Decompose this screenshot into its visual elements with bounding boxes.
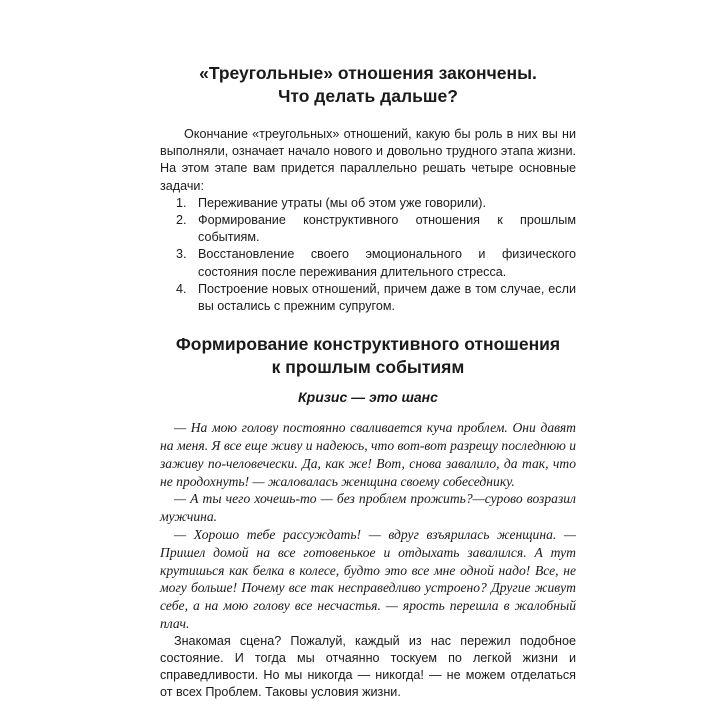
section-title-line-1: Формирование конструктивного отношения [175,334,561,355]
list-item-text: Формирование конструктивного отношения к прошлым событиям. [198,213,576,245]
section-title-line-2: Что делать дальше? [278,86,458,106]
section-title-line-1: «Треугольные» отношения закончены. [199,63,537,83]
subsection-title: Кризис — это шанс [298,389,438,406]
list-item-number: 2. [176,213,187,228]
list-item-text: Восстановление своего эмоционального и физического состояния после переживания длительного стресса. [198,247,576,279]
dialogue-block [160,419,576,633]
tasks-list [160,195,576,315]
list-item [160,246,576,280]
dialogue-paragraph: — А ты чего хочешь-то — без проблем прожить?—сурово возразил мужчина. [160,491,576,525]
list-item-number: 4. [176,281,187,296]
list-item [160,195,576,212]
section-title-line-2: к прошлым событиям [271,357,465,378]
section-title-triangle-ended [160,62,576,108]
list-item-number: 1. [176,195,187,210]
dialogue-paragraph: — Хорошо тебе рассуждать! — вдруг взъярилась женщина. — Пришел домой на все готовенькое и отдыхать завалился. А тут крутишься как белка в колесе, будто это все мне одной надо! Все, не могу больше! Почему все так несправедливо устроено? Другие живут себе, а на мою голову все несчастья. — ярость перешла в жалобный плач. [160,527,576,631]
list-item [160,281,576,315]
book-page [160,62,576,702]
list-item [160,212,576,246]
outro-paragraph: Знакомая сцена? Пожалуй, каждый из нас пережил подобное состояние. И тогда мы отчаянно тоскуем по легкой жизни и справедливости. Но мы никогда — никогда! — не можем отделаться от всех Проблем. Таковы условия жизни. [160,633,576,700]
section-title-constructive-attitude [160,333,576,379]
list-item-number: 3. [176,247,187,262]
list-item-text: Построение новых отношений, причем даже в том случае, если вы остались с прежним супругом. [198,281,576,314]
list-item-text: Переживание утраты (мы об этом уже говорили). [198,195,486,210]
dialogue-paragraph: — На мою голову постоянно сваливается куча проблем. Они давят на меня. Я все еще живу и надеюсь, что вот-вот разрещу последнюю и заживу по-человечески. Да, как же! Вот, снова завалило, да так, что не продохнуть! — жаловалась женщина своему собеседнику. [160,420,576,489]
intro-paragraph: Окончание «треугольных» отношений, какую бы роль в них вы ни выполняли, означает начало нового и довольно трудного этапа жизни. На этом этапе вам придется параллельно решать четыре основные задачи: [160,127,576,193]
